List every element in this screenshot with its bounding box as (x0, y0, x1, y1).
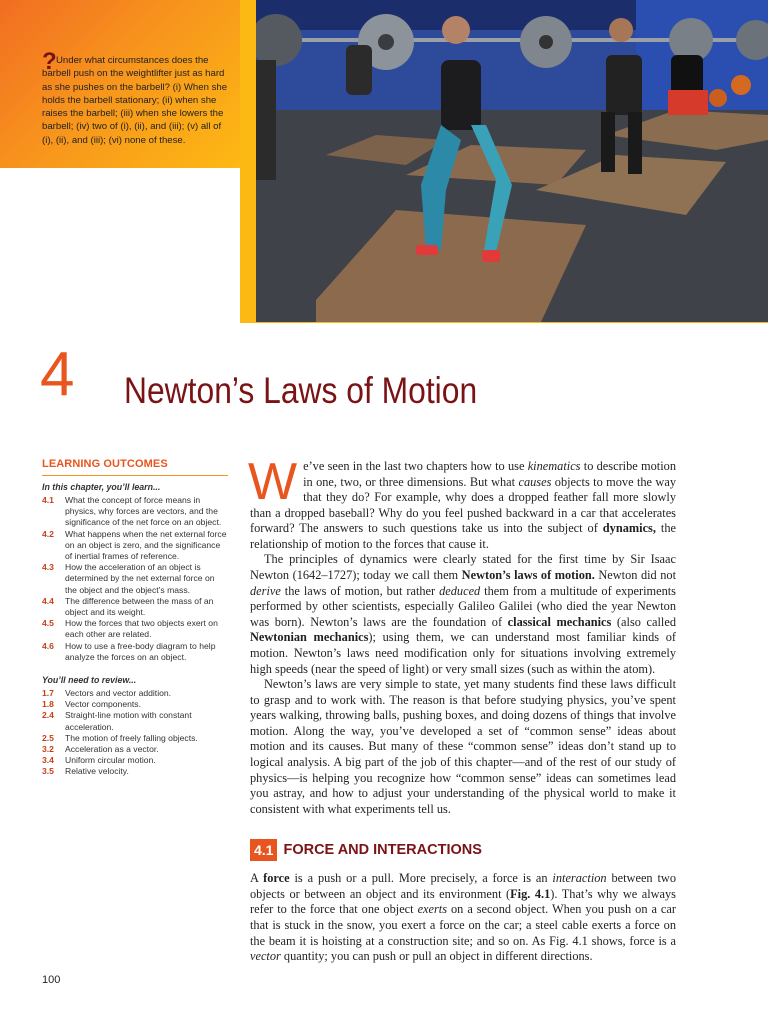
learn-item-text: How the forces that two objects exert on each other are related. (65, 618, 218, 640)
review-item-num: 2.5 (42, 732, 54, 743)
text-run: (also called (611, 614, 676, 629)
learn-item-text: What the concept of force means in physics, why forces are vectors, and the significance of the net force on an object. (65, 495, 222, 528)
learn-item-text: How to use a free-body diagram to help analyze the forces on an object. (65, 640, 216, 662)
review-item-text: Vectors and vector addition. (65, 688, 172, 699)
emphasis: interaction (552, 871, 607, 886)
drop-cap: W (248, 453, 298, 511)
learn-item-num: 4.6 (42, 640, 54, 651)
text-run: the relationship of motion to the forces that cause it. (250, 521, 676, 551)
learn-item-num: 4.1 (42, 495, 54, 505)
review-item (42, 710, 228, 732)
review-intro: You’ll need to review... (42, 675, 137, 686)
learning-outcomes (42, 458, 228, 778)
review-item-num: 3.2 (42, 744, 54, 755)
chapter-number: 4 (40, 340, 75, 409)
text-run: quantity; you can push or pull an object in different directions. (280, 949, 593, 964)
review-item-text: Acceleration as a vector. (65, 744, 159, 755)
paragraph-intro (248, 453, 676, 552)
paragraph-newton (250, 552, 676, 677)
question-text: Under what circumstances does the barbell push on the weightlifter just as hard as she pushes on the barbell? (i) When she holds the barbell stationary; (ii) when she raises the barbell; (iii) when she lowers the barbell; (iv) two of (i), (ii), and (iii); (v) all of (i), (ii), and (iii); (vi) none of these. (42, 55, 228, 146)
learning-outcomes-heading: LEARNING OUTCOMES (42, 458, 228, 476)
emphasis: causes (518, 474, 552, 489)
learn-item-num: 4.4 (42, 595, 54, 606)
learn-item (42, 641, 228, 663)
text-run: A (250, 871, 264, 886)
review-item-num: 1.7 (42, 688, 54, 699)
section-heading (250, 839, 676, 861)
learn-item-num: 4.5 (42, 618, 54, 629)
learn-item-text: The difference between the mass of an object and its weight. (65, 595, 214, 618)
emphasis: deduced (439, 583, 481, 598)
question-box (0, 0, 242, 168)
weightlifting-photo (256, 0, 768, 322)
review-item (42, 699, 228, 710)
key-term: Newton’s laws of motion. (461, 568, 595, 583)
learn-item (42, 596, 228, 618)
text-run: to describe motion in one, two, or three dimensions. But what (303, 459, 676, 489)
text-run: The principles of dynamics were clearly stated for the first time by Sir Isaac Newton (1642–1727); today we call them (250, 552, 676, 583)
emphasis: vector (250, 949, 281, 964)
review-list (42, 688, 228, 778)
review-item (42, 688, 228, 699)
learn-item-text: How the acceleration of an object is determined by the net external force on the object and the object’s mass. (65, 562, 215, 595)
key-term: Newtonian mechanics (250, 630, 369, 645)
review-item-num: 2.4 (42, 710, 54, 721)
review-item-text: Straight-line motion with constant acceleration. (65, 710, 192, 732)
learn-list (42, 495, 228, 663)
paragraph-common-sense: Newton’s laws are very simple to state, yet many students find these laws difficult to grasp and to work with. The reason is that before studying physics, you’ve spent years walking, throwing balls, pushing boxes, and doing dozens of things that involve motion. Along the way, you’ve developed a set of “common sense” ideas about motion and its causes. But many of these “common sense” ideas don’t stand up to logical analysis. A big part of the job of this chapter—and of the rest of our study of physics—is helping you recognize how “common sense” ideas can sometimes lead you astray, and how to adjust your understanding of the physical world to make it consistent with what experiments tell us. (250, 677, 676, 816)
learn-item-num: 4.3 (42, 562, 54, 573)
learn-item (42, 495, 228, 529)
text-run: ). That’s why we always refer to the force that one object (250, 886, 676, 917)
emphasis: exerts (417, 902, 448, 917)
learn-item-text: What happens when the net external force on an object is zero, and the significance of inertial frames of reference. (65, 528, 227, 562)
chapter-title: Newton’s Laws of Motion (124, 370, 478, 411)
paragraph-force (250, 871, 676, 964)
text-run: is a push or a pull. More precisely, a force is an (289, 871, 553, 886)
question-mark-icon: ? (42, 48, 57, 75)
body-text (248, 453, 677, 965)
text-run: them from a multitude of experiments performed by other scientists, especially Galileo Galilei (who died the year Newton was born). Newton’s laws are the foundation of (250, 583, 676, 629)
text-run: Newton did not (594, 568, 677, 583)
emphasis: kinematics (527, 459, 581, 473)
review-item (42, 744, 228, 755)
key-term: classical mechanics (507, 614, 612, 629)
review-item-num: 3.4 (42, 755, 54, 766)
review-item (42, 755, 228, 766)
learn-item (42, 529, 228, 563)
section-title: FORCE AND INTERACTIONS (283, 841, 482, 858)
key-term: force (263, 871, 290, 886)
section-number: 4.1 (250, 839, 277, 861)
text-run: objects to move the way that they do? For example, why does a dropped feather fall more slowly than a dropped baseball? Why do you feel pushed backward in a car that accelerates forward? The answers to such questions take us into the subject of (250, 474, 676, 536)
figure-ref: Fig. 4.1 (510, 886, 551, 901)
emphasis: derive (250, 583, 281, 598)
review-item-num: 1.8 (42, 699, 54, 710)
learn-item-num: 4.2 (42, 528, 54, 539)
learn-item (42, 618, 228, 640)
review-item-num: 3.5 (42, 766, 54, 777)
text-run: the laws of motion, but rather (280, 583, 440, 598)
review-item (42, 733, 228, 744)
review-item (42, 766, 228, 777)
review-item-text: Vector components. (65, 699, 141, 710)
text-run: between two objects or between an object and its environment ( (250, 871, 676, 901)
text-run: e’ve seen in the last two chapters how to use (303, 459, 528, 473)
review-item-text: Uniform circular motion. (65, 755, 156, 766)
text-run: on a second object. When you push on a car that is stuck in the snow, you exert a force on the car; a steel cable exerts a force on the beam it is hoisting at a construction site; and so on. As Fig. 4.1 shows, force is a (250, 902, 676, 948)
key-term: dynamics, (602, 521, 656, 536)
page-number: 100 (42, 974, 61, 986)
text-run: ); using them, we can understand most familiar kinds of motion. Newton’s laws need modification only for situations involving extremely high speeds (near the speed of light) or very small sizes (such as within the atom). (250, 630, 676, 676)
review-item-text: The motion of freely falling objects. (65, 732, 198, 743)
learn-item (42, 562, 228, 596)
review-item-text: Relative velocity. (65, 766, 129, 777)
learn-intro: In this chapter, you’ll learn... (42, 482, 161, 492)
